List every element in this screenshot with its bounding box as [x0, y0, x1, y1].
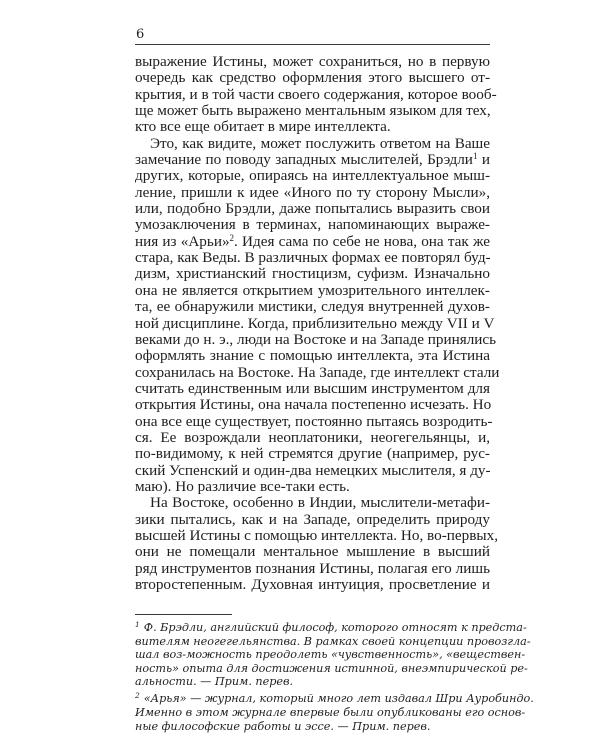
text-line: по-видимому, к ней стремятся другие (например, рус-	[135, 445, 490, 463]
text-line: ще может быть выражено ментальным языком для тех,	[135, 102, 491, 120]
text-line: дизм, христианский гностицизм, суфизм. Изначально	[135, 265, 490, 283]
text-line: очередь как средство оформления этого высшего от-	[135, 69, 490, 87]
text-line: зики пытались, как и на Западе, определить природу	[135, 510, 490, 528]
text-line: открытия Истины, она начала постепенно исчезать. Но	[135, 396, 492, 414]
text-line: та, ее обнаружили мистики, следуя внутренней духов-	[135, 298, 490, 316]
text-line: стара, как Веды. В различных формах ее повторял буд-	[135, 249, 491, 267]
footnote-1	[135, 620, 531, 689]
footnote-number: 1	[135, 620, 140, 629]
paragraph-3	[135, 494, 498, 593]
text-line: она все еще существует, постоянно пытаясь возродить-	[135, 412, 493, 430]
text-line: ной дисциплине. Когда, приблизительно между VII и V	[135, 314, 495, 332]
footnote-line: Именно в этом журнале впервые были опубликованы его основ-	[135, 706, 526, 720]
text-line: считать единственным или высшим инструментом для	[135, 379, 490, 397]
text-line: ский Успенский и один-два немецких мыслителя, я ду-	[135, 461, 491, 479]
text-line: ся. Ее возрождали неоплатоники, неогегельянцы, и,	[135, 428, 490, 446]
text-line: второстепенным. Духовная интуиция, просветление и	[135, 576, 490, 593]
text-line: умозаключения в терминах, напоминающих выраже-	[135, 216, 490, 234]
text-line: они не помещали ментальное мышление в высший	[135, 543, 490, 561]
text-line: она не является открытием умозрительного интеллек-	[135, 281, 490, 299]
footnote-line: альности. — Прим. перев.	[135, 675, 294, 689]
text-line: или, подобно Брэдли, даже попытались выразить свои	[135, 200, 490, 218]
text-line: кто все еще обитает в мире интеллекта.	[135, 118, 391, 136]
text-line: На Востоке, особенно в Индии, мыслители-метафи-	[150, 494, 490, 512]
text-line: замечание по поводу западных мыслителей, Брэдли$^1$ и	[135, 151, 490, 169]
text-line: ление, пришли к идее «Иного по ту сторону Мысли»,	[135, 183, 490, 201]
footnote-line: $^2$ «Арья» — журнал, который много лет издавал Шри Ауробиндо.	[135, 691, 534, 706]
footnote-number: 2	[135, 691, 140, 701]
page-number: 6	[136, 27, 145, 42]
text-line: крытия, и в той части своего содержания, которое вооб-	[135, 85, 497, 103]
text-line: высшей Истины с помощью интеллекта. Но, во-первых,	[135, 526, 498, 544]
text-line: выражение Истины, может сохраниться, но в первую	[135, 53, 490, 70]
text-line: ряд инструментов познания Истины, полагая его лишь	[135, 559, 490, 577]
footnote-line: ные философские работы и эссе. — Прим. перев.	[135, 719, 431, 733]
text-line: Это, как видите, может послужить ответом на Ваше	[150, 134, 490, 152]
footnote-line: вителям неогегельянства. В рамках своей концепции провозгла-	[135, 634, 531, 648]
footnote-separator	[135, 614, 232, 615]
footnote-2	[135, 691, 534, 733]
text-line: сохранилась на Востоке. На Западе, где интеллект стали	[135, 363, 500, 381]
footnotes	[135, 620, 534, 737]
header-rule	[135, 44, 490, 45]
text-line: маю). Но различие все-таки есть.	[135, 477, 350, 495]
footnote-line: ность» опыта для достижения истинной, внеэмпирической ре-	[135, 661, 528, 675]
main-text	[135, 53, 500, 593]
footnote-ref-2[interactable]: 2	[229, 232, 235, 243]
paragraph-1	[135, 53, 497, 136]
text-line: ния из «Арьи»$^2$. Идея сама по себе не нова, она так же	[135, 232, 491, 250]
footnote-line: шал воз-можность преодолеть «чувственность», «веществен-	[135, 648, 526, 662]
text-line: других, которые, опираясь на интеллектуальное мыш-	[135, 167, 490, 185]
text-line: веками до н. э., люди на Востоке и на Западе принялись	[135, 330, 497, 348]
text-line: оформлять знание с помощью интеллекта, эта Истина	[135, 347, 490, 365]
book-page	[135, 27, 534, 733]
footnote-line: $^1$ Ф. Брэдли, английский философ, которого относят к предста-	[135, 620, 527, 634]
paragraph-2	[135, 134, 500, 496]
footnote-ref-1[interactable]: 1	[472, 151, 478, 162]
